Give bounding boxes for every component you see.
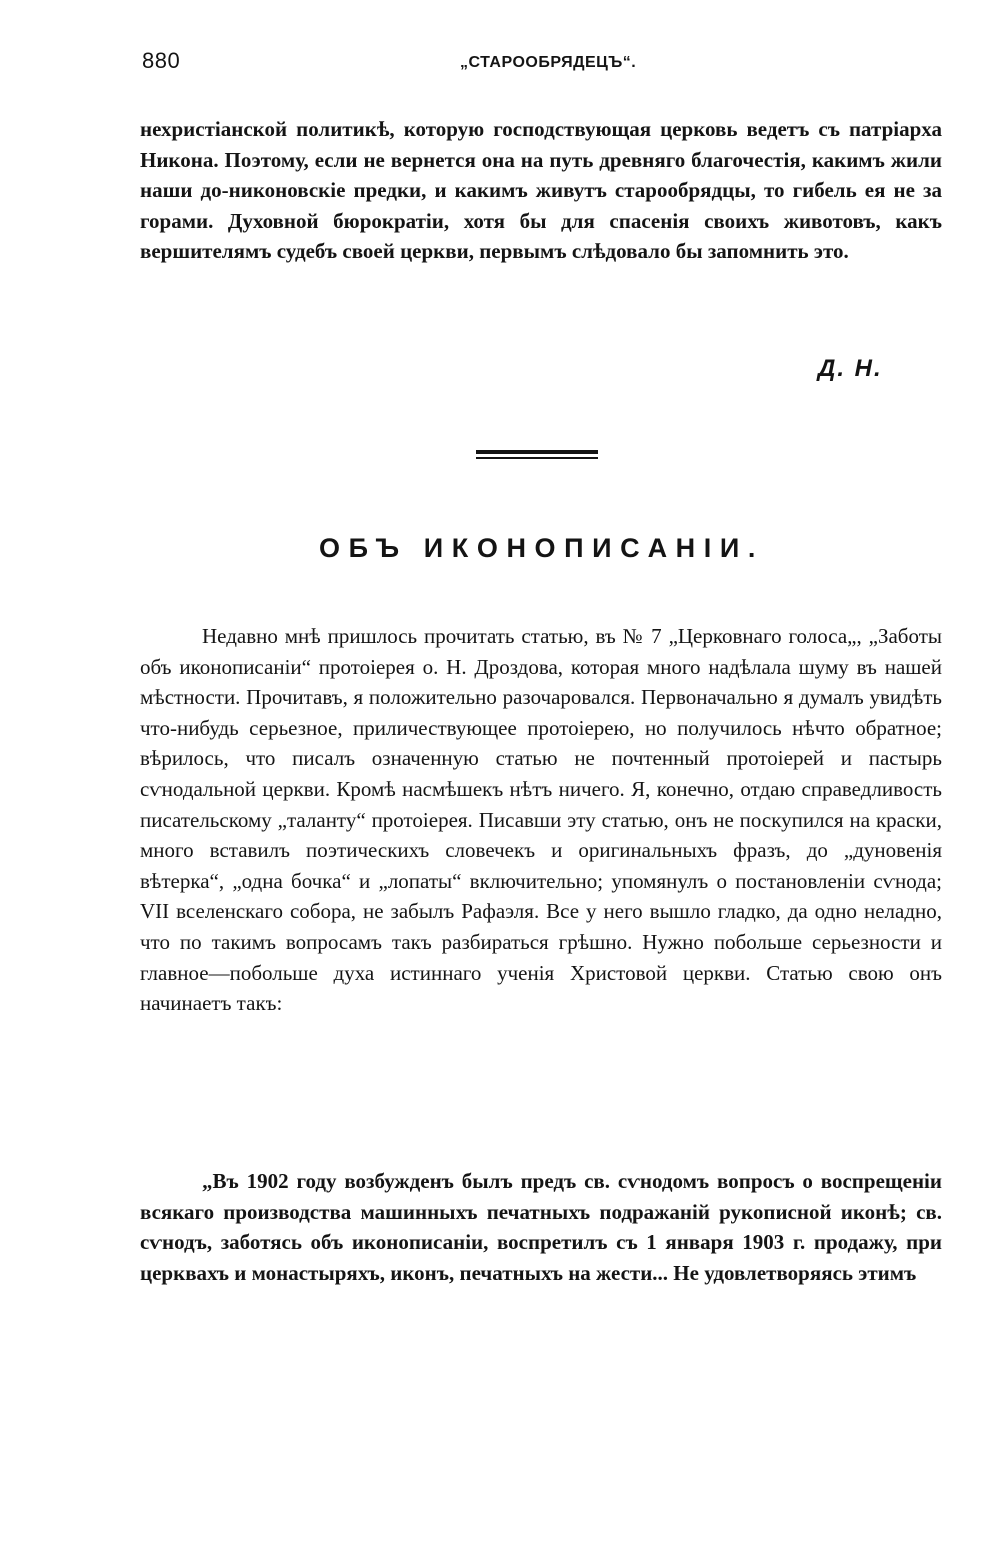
author-signature: Д. Н. bbox=[818, 355, 883, 382]
page-number: 880 bbox=[142, 48, 181, 73]
quoted-paragraph: „Въ 1902 году возбужденъ былъ предъ св. сѵнодомъ вопросъ о воспрещеніи всякаго производства машинныхъ печатныхъ подражаній рукописной иконѣ; св. сѵнодъ, заботясь объ иконописаніи, воспретилъ съ 1 января 1903 г. продажу, при церквахъ и монастыряхъ, иконъ, печатныхъ на жести... Не удовлетворяясь этимъ bbox=[140, 1169, 942, 1285]
article-paragraph: Недавно мнѣ пришлось прочитать статью, въ № 7 „Церковнаго голоса„, „Заботы объ иконописаніи“ протоіерея о. Н. Дроздова, которая много надѣлала шуму въ нашей мѣстности. Прочитавъ, я положительно разочаровался. Первоначально я думалъ увидѣть что-нибудь серьезное, приличествующее протоіерею, но получилось нѣчто обратное; вѣрилось, что писалъ означенную статью не почтенный протоіерей и пастырь сѵнодальной церкви. Кромѣ насмѣшекъ нѣтъ ничего. Я, конечно, отдаю справедливость писательскому „таланту“ протоіерея. Писавши эту статью, онъ не поскупился на краски, много вставилъ поэтическихъ словечекъ и оригинальныхъ фразъ, до „дуновенія вѣтерка“, „одна бочка“ и „лопаты“ включительно; упомянулъ о постановленіи сѵнода; VII вселенскаго собора, не забылъ Рафаэля. Все у него вышло гладко, да одно неладно, что по такимъ вопросамъ такъ разбираться грѣшно. Нужно побольше серьезности и главное—побольше духа истиннаго ученія Христовой церкви. Статью свою онъ начинаетъ такъ: bbox=[140, 624, 942, 1016]
article-title: ОБЪ ИКОНОПИСАНІИ. bbox=[319, 533, 764, 563]
journal-title: „СТАРООБРЯДЕЦЪ“. bbox=[460, 54, 637, 71]
continuation-paragraph: нехристіанской политикѣ, которую господствующая церковь ведетъ съ патріарха Никона. Поэтому, если не вернется она на путь древняго благочестія, какимъ жили наши до-никоновскіе предки, и какимъ живутъ старообрядцы, то гибель ея не за горами. Духовной бюрократіи, хотя бы для спасенія своихъ животовъ, какъ вершителямъ судебъ своей церкви, первымъ слѣдовало бы запомнить это. bbox=[140, 117, 942, 264]
section-divider-thick bbox=[476, 450, 598, 454]
running-header bbox=[142, 48, 942, 78]
section-divider-thin bbox=[476, 457, 598, 459]
